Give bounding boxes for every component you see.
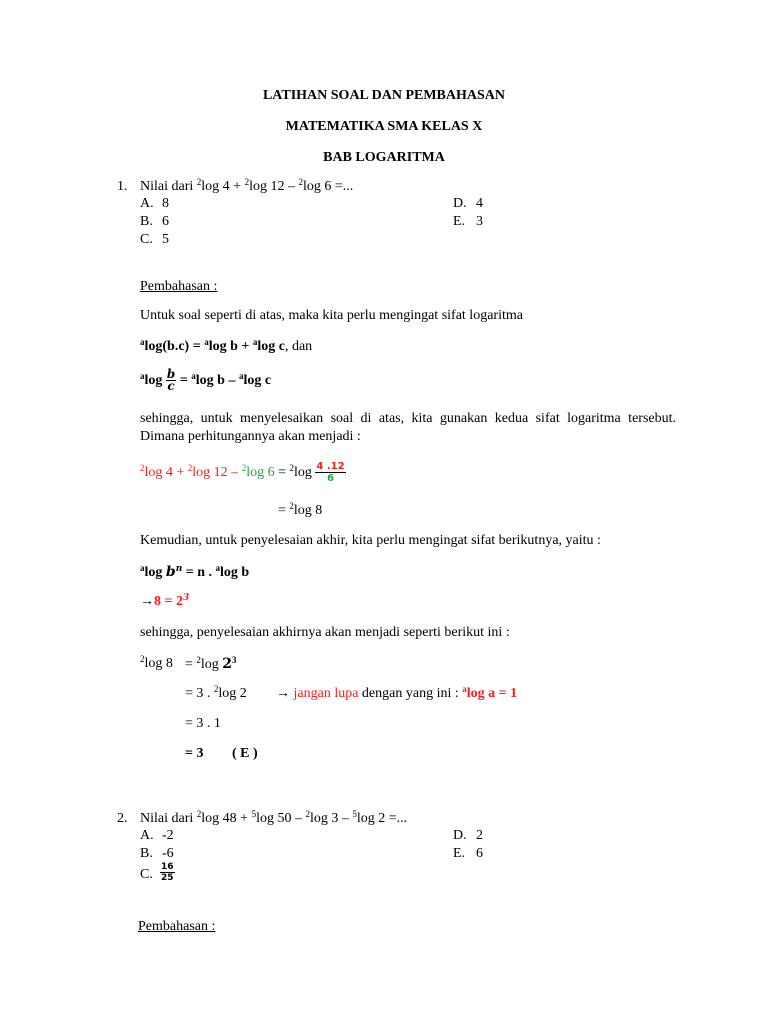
q1-option-e: E. bbox=[453, 214, 466, 229]
q1-pembahasan-heading: Pembahasan : bbox=[140, 279, 218, 294]
q1-step-4: = 3 bbox=[185, 746, 204, 761]
q1-calculation: $^2$log 4 + $^2$log 12 – $^2$log 6 = $^2$log $\frac{4 .12}{6}$ bbox=[140, 461, 345, 485]
fraction-4-12-over-6: $\frac{4 .12}{6}$ bbox=[316, 461, 345, 485]
q2-option-d-value: 2 bbox=[476, 828, 483, 843]
q1-text: Nilai dari $^2$log 4 + $^2$log 12 – $^2$log 6 =... bbox=[140, 177, 354, 194]
fraction-16-over-25: $\frac{16}{25}$ bbox=[161, 862, 174, 883]
arrow-right-icon: → bbox=[276, 686, 290, 701]
q1-option-b-value: 6 bbox=[162, 214, 169, 229]
q2-option-a-value: -2 bbox=[162, 828, 174, 843]
q1-step-1-left: $^2$log 8 bbox=[140, 654, 173, 671]
q2-pembahasan-heading: Pembahasan : bbox=[138, 919, 216, 934]
note-8-equals-2-cubed: $\to 8 = 2^3$ bbox=[140, 593, 190, 609]
title-line-2: MATEMATIKA SMA KELAS X bbox=[285, 119, 483, 134]
q1-intro: Untuk soal seperti di atas, maka kita perlu mengingat sifat logaritma bbox=[140, 308, 523, 323]
q1-option-d-value: 4 bbox=[476, 196, 483, 211]
q2-option-b: B. bbox=[140, 846, 153, 861]
property-quotient: $^a$log $\frac{b}{c}$ = $^a$log b – $^a$log c bbox=[140, 367, 272, 394]
q2-option-c: C. bbox=[140, 867, 153, 882]
property-power: $^a$log $b^n = n$ . $^a$log b bbox=[140, 563, 250, 580]
q1-answer: ( E ) bbox=[232, 746, 258, 761]
q1-option-c: C. bbox=[140, 232, 153, 247]
q1-option-a: A. bbox=[140, 196, 154, 211]
q1-option-b: B. bbox=[140, 214, 153, 229]
q2-number: 2. bbox=[117, 811, 128, 826]
q2-option-b-value: -6 bbox=[162, 846, 174, 861]
q1-option-c-value: 5 bbox=[162, 232, 169, 247]
q1-final-intro: sehingga, penyelesaian akhirnya akan menjadi seperti berikut ini : bbox=[140, 625, 510, 640]
q1-step-2-note: → jangan lupa dengan yang ini : $^a$log a = 1 bbox=[276, 684, 518, 701]
q2-option-c-value bbox=[160, 862, 175, 883]
fraction-b-over-c: $\frac{b}{c}$ bbox=[166, 367, 176, 394]
q1-step-3: = 3 . 1 bbox=[185, 716, 221, 731]
q1-calc-result: = $^2$log 8 bbox=[278, 501, 323, 518]
q1-step-2: = 3 . $^2$log 2 bbox=[185, 684, 247, 701]
title-line-3: BAB LOGARITMA bbox=[323, 150, 445, 165]
q2-option-a: A. bbox=[140, 828, 154, 843]
q2-option-e: E. bbox=[453, 846, 466, 861]
q1-kemudian: Kemudian, untuk penyelesaian akhir, kita perlu mengingat sifat berikutnya, yaitu : bbox=[140, 533, 601, 548]
q1-option-d: D. bbox=[453, 196, 467, 211]
q1-paragraph: sehingga, untuk menyelesaikan soal di atas, kita gunakan kedua sifat logaritma tersebut. Dimana perhitungannya akan menjadi : bbox=[140, 411, 676, 444]
q1-option-e-value: 3 bbox=[476, 214, 483, 229]
q1-option-a-value: 8 bbox=[162, 196, 169, 211]
q1-number: 1. bbox=[117, 179, 128, 194]
title-line-1: LATIHAN SOAL DAN PEMBAHASAN bbox=[262, 88, 506, 103]
q1-step-1-right: = $^2$log $2^3$ bbox=[185, 655, 237, 672]
q2-text: Nilai dari $^2$log 48 + $^5$log 50 – $^2$log 3 – $^5$log 2 =... bbox=[140, 809, 408, 826]
q2-option-e-value: 6 bbox=[476, 846, 483, 861]
q2-option-d: D. bbox=[453, 828, 467, 843]
arrow-right-icon: → bbox=[140, 594, 154, 609]
property-product: $^a$log(b.c) = $^a$log b + $^a$log c, dan bbox=[140, 337, 313, 354]
